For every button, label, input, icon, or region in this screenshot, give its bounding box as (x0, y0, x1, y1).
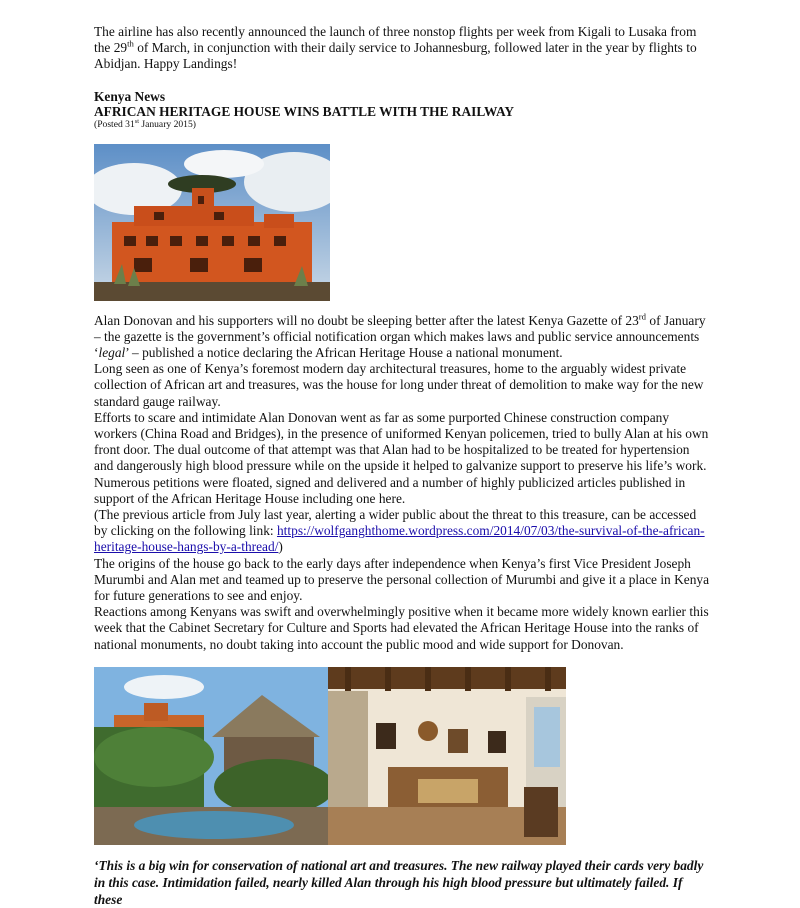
intro-text-cont: of March, in conjunction with their daily service to Johannesburg, followed later in the year by flights to Abidjan. Happy Landings! (94, 40, 697, 72)
intro-paragraph (94, 24, 712, 73)
garden-pool-photo (94, 667, 328, 845)
document-page (94, 24, 712, 908)
intro-sup: th (127, 38, 134, 49)
posted-date: (Posted 31st January 2015) (94, 117, 196, 130)
intro-text: The airline has also recently announced the launch of three nonstop flights per week from Kigali to Lusaka from the 29 (94, 24, 697, 56)
paragraph-6: The origins of the house go back to the early days after independence when Kenya’s first Vice President Joseph Murumbi and Alan met and teamed up to preserve the personal collection of Murumbi and give it a place in Kenya for future generations to see and enjoy. (94, 555, 710, 604)
paragraph-2: Long seen as one of Kenya’s foremost modern day architectural treasures, home to the arguably widest private collection of African art and treasures, was the house for long under threat of demolition to make way for the new standard gauge railway. (94, 361, 704, 409)
paragraph-1: Alan Donovan and his supporters will no doubt be sleeping better after the latest Kenya Gazette of 23rd of January – the gazette is the government’s official notification organ which makes laws and public service announcements ‘legal’ – published a notice declaring the African Heritage House a national monument. (94, 311, 706, 361)
section-heading: Kenya News (94, 88, 166, 104)
article-headline: AFRICAN HERITAGE HOUSE WINS BATTLE WITH THE RAILWAY (94, 103, 515, 119)
paragraph-5: (The previous article from July last year, alerting a wider public about the threat to this treasure, can be accessed by clicking on the following link: https://wolfganghthome.wordpress.com/2014/07/03/the-survival-of-the-african-heritage-house-hangs-by-a-thread/) (94, 507, 705, 555)
quote-paragraph: ‘This is a big win for conservation of national art and treasures. The new railway played their cards very badly in this case. Intimidation failed, nearly killed Alan through his high blood pressure but ultimately failed. If these (94, 857, 704, 907)
interior-room-photo (328, 667, 566, 845)
paragraph-4: Numerous petitions were floated, signed and delivered and a number of highly publicized articles published in support of the African Heritage House including one here. (94, 474, 686, 506)
heritage-house-photo (94, 144, 330, 301)
paragraph-7: Reactions among Kenyans was swift and overwhelmingly positive when it became more widely known earlier this week that the Cabinet Secretary for Culture and Sports had elevated the African Heritage House into the ranks of national monuments, no doubt taking into account the public mood and wide support for Donovan. (94, 604, 709, 652)
photo-pair (94, 667, 566, 845)
paragraph-3: Efforts to scare and intimidate Alan Donovan went as far as some purported Chinese construction company workers (China Road and Bridges), in the presence of uniformed Kenyan policemen, tried to bully Alan at his own front door. The dual outcome of that attempt was that Alan had to be hospitalized to be treated for hypertension and dangerously high blood pressure while on the upside it helped to galvanize support to preserve his life’s work. (94, 409, 709, 474)
article-link[interactable]: https://wolfganghthome.wordpress.com/2014/07/03/the-survival-of-the-african-heritage-house-hangs-by-a-thread/ (94, 523, 705, 555)
